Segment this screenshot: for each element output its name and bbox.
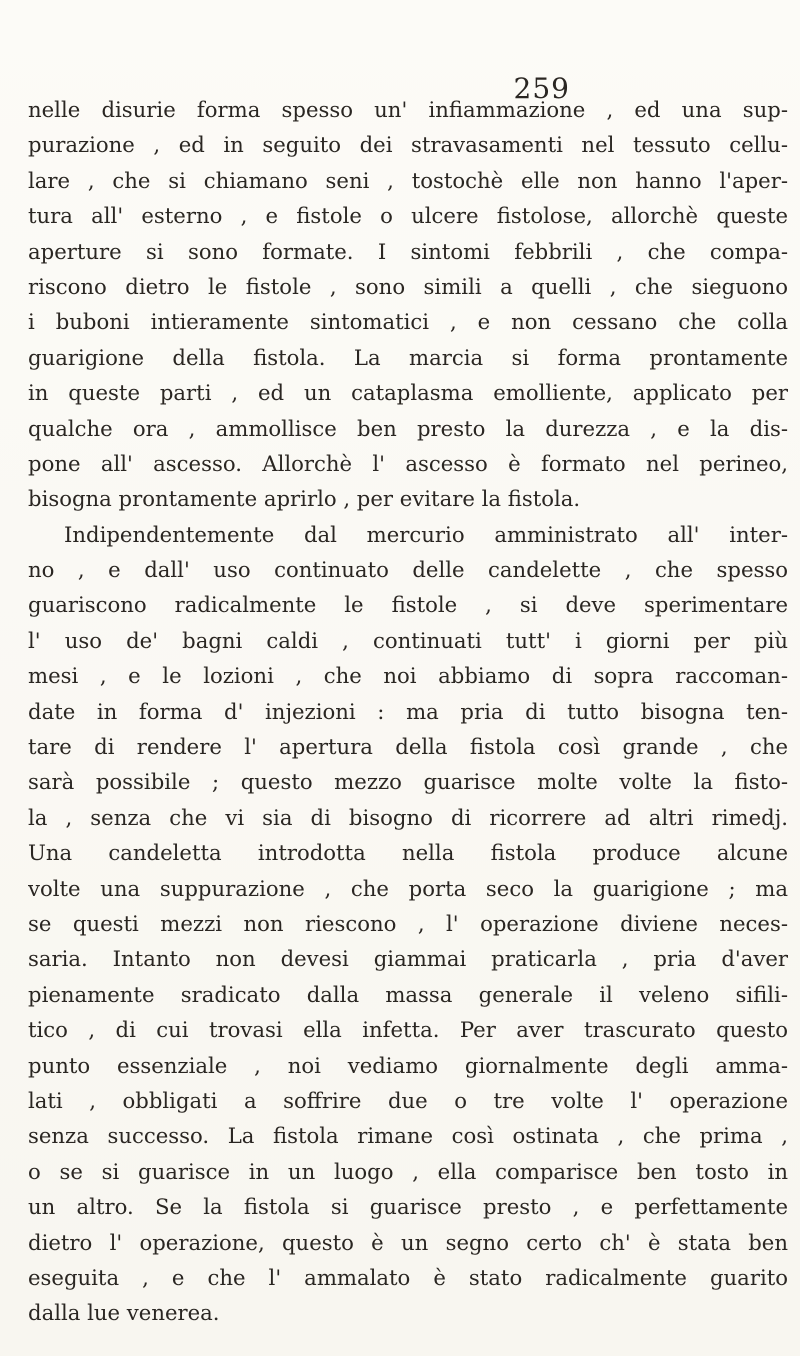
text-line: Una candeletta introdotta nella fistola produce alcune bbox=[28, 840, 788, 866]
text-line: nelle disurie forma spesso un' infiammazione , ed una sup- bbox=[28, 97, 788, 122]
text-line: dietro l' operazione, questo è un segno certo ch' è stata ben bbox=[28, 1229, 788, 1255]
text-line: lati , obbligati a soffrire due o tre volte l' operazione bbox=[28, 1087, 788, 1113]
text-line: bisogna prontamente aprirlo , per evitare la fistola. bbox=[28, 486, 581, 512]
text-line: senza successo. La fistola rimane così ostinata , che prima , bbox=[28, 1123, 788, 1149]
text-line: saria. Intanto non devesi giammai praticarla , pria d'aver bbox=[28, 946, 788, 972]
text-line: tare di rendere l' apertura della fistola così grande , che bbox=[28, 734, 788, 760]
text-line: punto essenziale , noi vediamo giornalmente degli amma- bbox=[28, 1052, 788, 1078]
text-line: tico , di cui trovasi ella infetta. Per aver trascurato questo bbox=[28, 1017, 788, 1043]
text-line: guarigione della fistola. La marcia si forma prontamente bbox=[28, 344, 788, 370]
text-line: qualche ora , ammollisce ben presto la durezza , e la dis- bbox=[28, 415, 788, 441]
text-line: riscono dietro le fistole , sono simili a quelli , che sieguono bbox=[28, 273, 788, 299]
text-line: o se si guarisce in un luogo , ella comparisce ben tosto in bbox=[28, 1158, 788, 1184]
text-line: pone all' ascesso. Allorchè l' ascesso è formato nel perineo, bbox=[28, 450, 788, 476]
text-line: un altro. Se la fistola si guarisce presto , e perfettamente bbox=[28, 1194, 788, 1220]
text-line: se questi mezzi non riescono , l' operazione diviene neces- bbox=[28, 910, 788, 936]
text-line: mesi , e le lozioni , che noi abbiamo di sopra raccoman- bbox=[28, 663, 788, 689]
text-line: pienamente sradicato dalla massa generale il veleno sifili- bbox=[28, 981, 788, 1007]
text-line: volte una suppurazione , che porta seco la guarigione ; ma bbox=[28, 875, 788, 901]
page-number: 259 bbox=[513, 72, 570, 105]
text-line: lare , che si chiamano seni , tostochè elle non hanno l'aper- bbox=[28, 167, 788, 193]
text-line: guariscono radicalmente le fistole , si deve sperimentare bbox=[28, 592, 788, 618]
text-line: tura all' esterno , e fistole o ulcere fistolose, allorchè queste bbox=[28, 203, 788, 229]
text-line: aperture si sono formate. I sintomi febbrili , che compa- bbox=[28, 238, 788, 264]
text-line: date in forma d' injezioni : ma pria di tutto bisogna ten- bbox=[28, 698, 788, 724]
text-line: la , senza che vi sia di bisogno di ricorrere ad altri rimedj. bbox=[28, 804, 788, 830]
text-line: dalla lue venerea. bbox=[28, 1300, 220, 1326]
text-line: sarà possibile ; questo mezzo guarisce molte volte la fisto- bbox=[28, 769, 788, 795]
body-text bbox=[28, 92, 788, 1331]
text-line: eseguita , e che l' ammalato è stato radicalmente guarito bbox=[28, 1264, 788, 1290]
text-line: Indipendentemente dal mercurio amministrato all' inter- bbox=[64, 521, 788, 547]
text-line: purazione , ed in seguito dei stravasamenti nel tessuto cellu- bbox=[28, 132, 788, 158]
text-line: no , e dall' uso continuato delle candelette , che spesso bbox=[28, 557, 788, 583]
text-line: l' uso de' bagni caldi , continuati tutt' i giorni per più bbox=[28, 627, 788, 653]
text-line: in queste parti , ed un cataplasma emolliente, applicato per bbox=[28, 380, 788, 406]
text-line: i buboni intieramente sintomatici , e non cessano che colla bbox=[28, 309, 788, 335]
